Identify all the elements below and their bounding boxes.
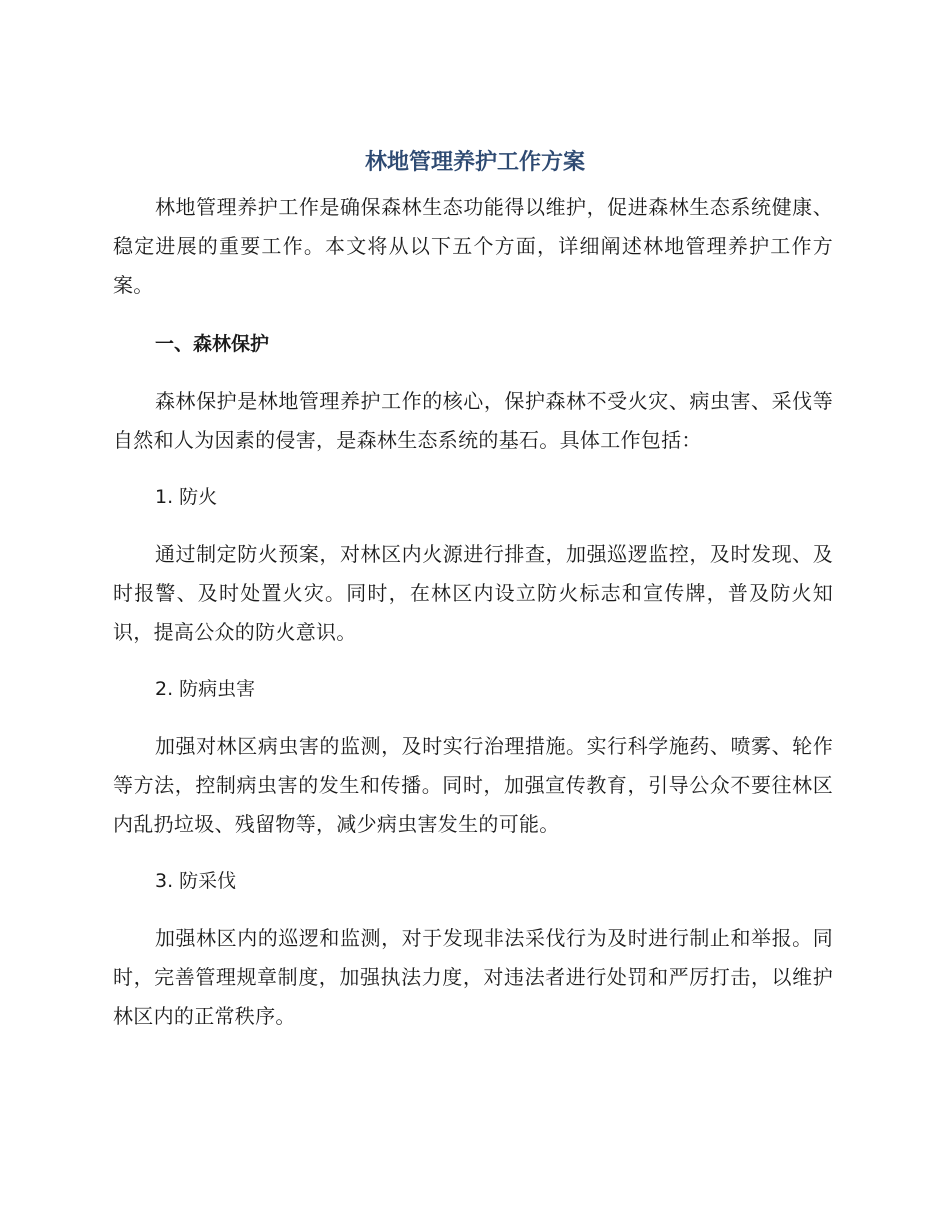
item-heading-logging: 3. 防采伐 bbox=[155, 870, 237, 892]
document-title: 林地管理养护工作方案 bbox=[364, 150, 585, 175]
section-heading-forest-protection: 一、森林保护 bbox=[155, 333, 270, 355]
document-body bbox=[113, 188, 833, 1036]
item-heading-pests: 2. 防病虫害 bbox=[155, 678, 256, 700]
section-paragraph-forest-protection: 森林保护是林地管理养护工作的核心，保护森林不受火灾、病虫害、采伐等自然和人为因素的侵害，是森林生态系统的基石。具体工作包括： bbox=[113, 389, 833, 452]
intro-paragraph: 林地管理养护工作是确保森林生态功能得以维护，促进森林生态系统健康、稳定进展的重要工作。本文将从以下五个方面，详细阐述林地管理养护工作方案。 bbox=[113, 195, 833, 297]
item-paragraph-logging: 加强林区内的巡逻和监测，对于发现非法采伐行为及时进行制止和举报。同时，完善管理规章制度，加强执法力度，对违法者进行处罚和严厉打击，以维护林区内的正常秩序。 bbox=[113, 926, 833, 1028]
item-paragraph-fire: 通过制定防火预案，对林区内火源进行排查，加强巡逻监控，及时发现、及时报警、及时处置火灾。同时，在林区内设立防火标志和宣传牌，普及防火知识，提高公众的防火意识。 bbox=[113, 542, 833, 644]
item-paragraph-pests: 加强对林区病虫害的监测，及时实行治理措施。实行科学施药、喷雾、轮作等方法，控制病虫害的发生和传播。同时，加强宣传教育，引导公众不要往林区内乱扔垃圾、残留物等，减少病虫害发生的可能。 bbox=[113, 734, 833, 836]
item-heading-fire: 1. 防火 bbox=[155, 486, 218, 508]
